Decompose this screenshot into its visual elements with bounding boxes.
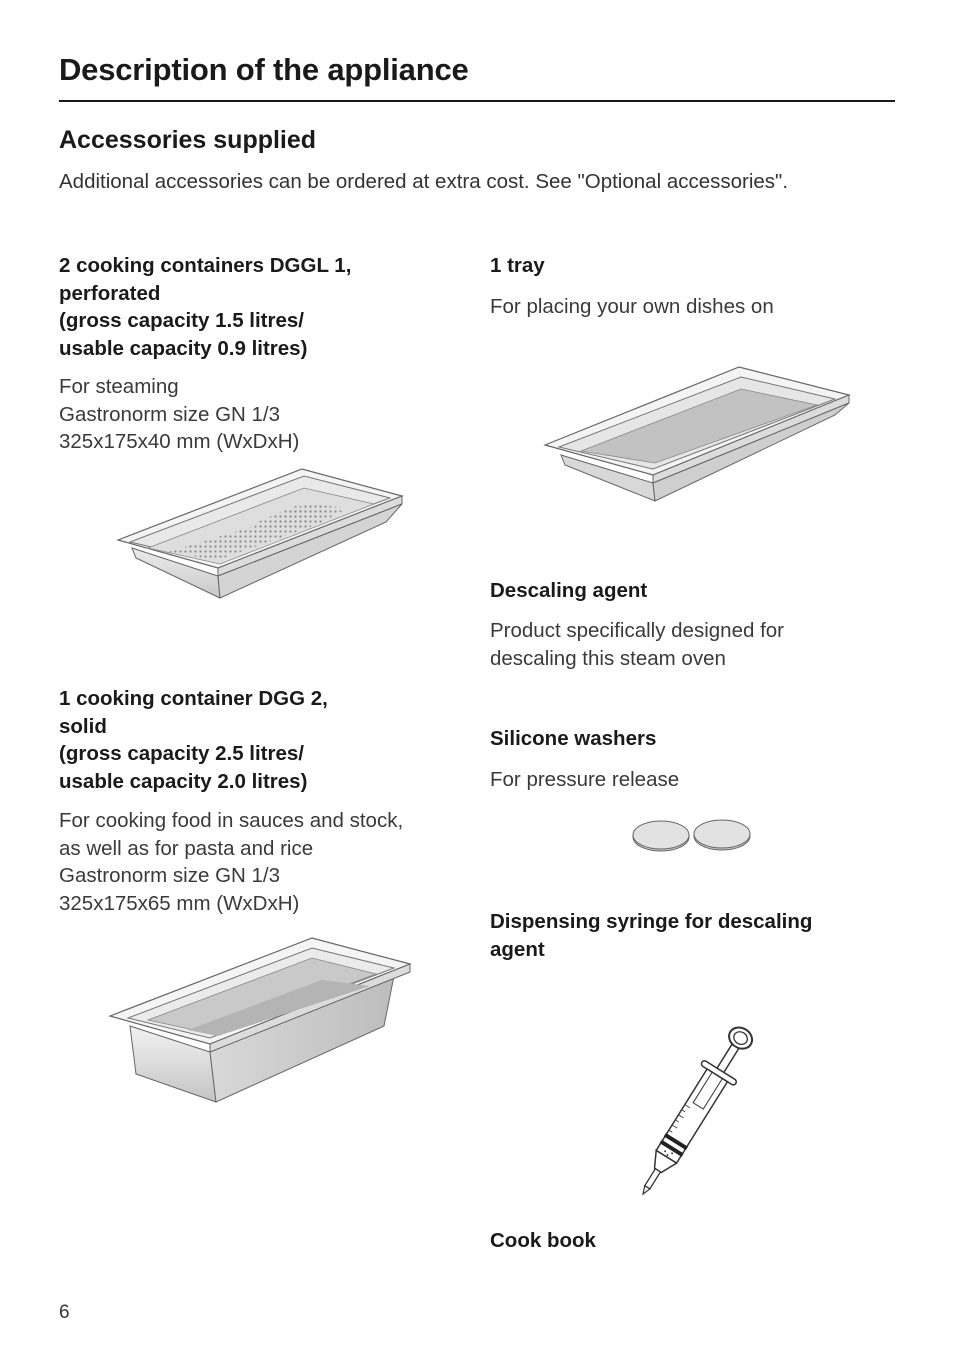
section-intro: Additional accessories can be ordered at extra cost. See "Optional accessories". <box>59 170 789 193</box>
section-title: Accessories supplied <box>59 126 317 154</box>
perforated-container-desc: For steaming Gastronorm size GN 1/3 325x175x40 mm (WxDxH) <box>59 375 300 453</box>
solid-container-desc: For cooking food in sauces and stock, as well as for pasta and rice Gastronorm size GN 1/3 325x175x65 mm (WxDxH) <box>59 809 404 915</box>
silicone-washers-desc: For pressure release <box>490 768 680 791</box>
silicone-washers-illustration <box>630 816 754 856</box>
title-divider <box>59 100 895 102</box>
page-title: Description of the appliance <box>59 52 469 87</box>
cook-book-title: Cook book <box>490 1229 596 1252</box>
tray-title: 1 tray <box>490 254 545 277</box>
perforated-container-illustration <box>118 464 408 604</box>
page-number: 6 <box>59 1302 70 1323</box>
solid-container-title: 1 cooking container DGG 2, solid (gross capacity 2.5 litres/ usable capacity 2.0 litres) <box>59 687 328 793</box>
syringe-title: Dispensing syringe for descaling agent <box>490 910 813 961</box>
descaling-agent-desc: Product specifically designed for descaling this steam oven <box>490 619 784 670</box>
silicone-washers-title: Silicone washers <box>490 727 657 750</box>
tray-desc: For placing your own dishes on <box>490 295 774 318</box>
syringe-illustration <box>625 1010 765 1212</box>
solid-container-illustration <box>108 934 413 1106</box>
tray-illustration <box>543 365 853 507</box>
descaling-agent-title: Descaling agent <box>490 579 648 602</box>
perforated-container-title: 2 cooking containers DGGL 1, perforated (gross capacity 1.5 litres/ usable capacity 0.9 litres) <box>59 254 352 360</box>
